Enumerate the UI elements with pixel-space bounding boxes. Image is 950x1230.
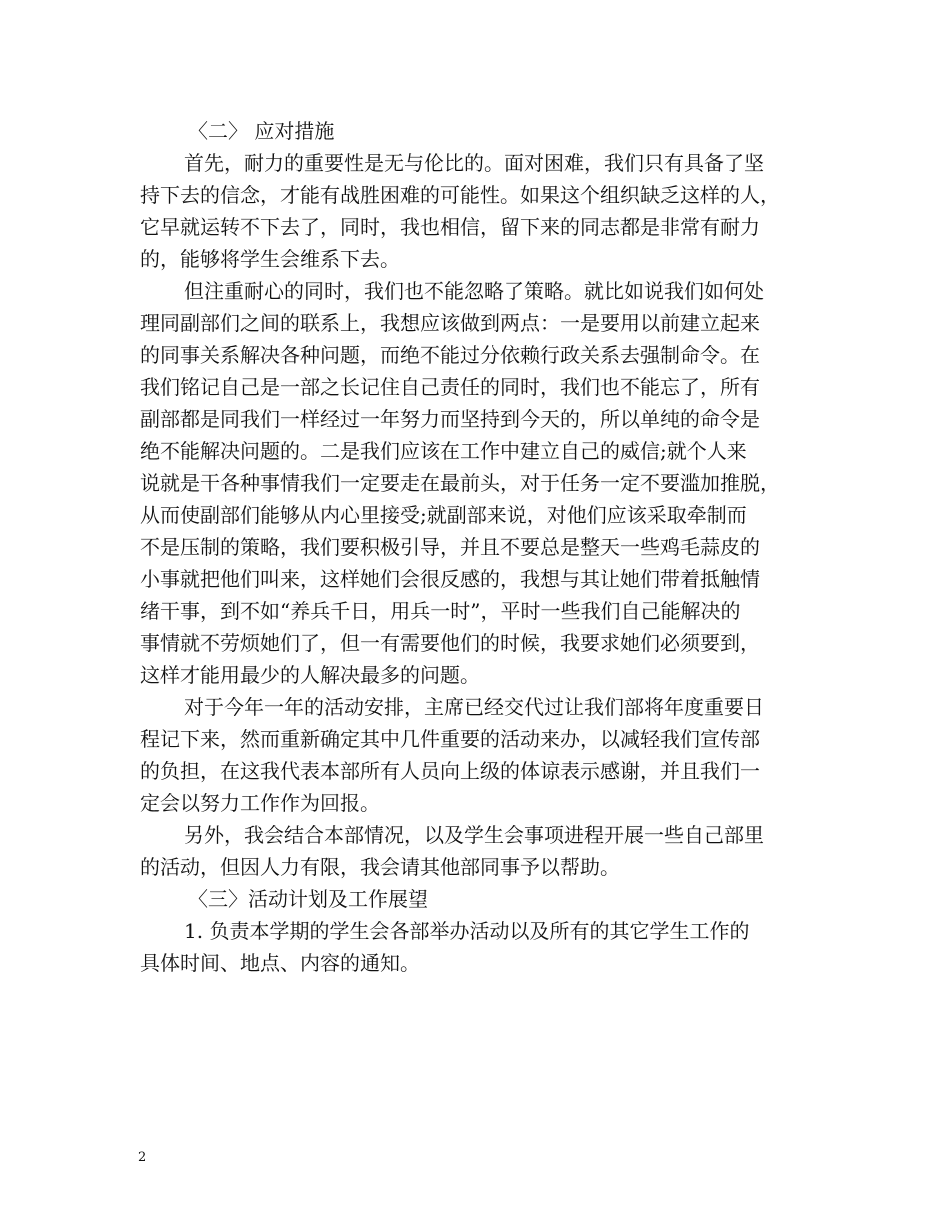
text-line: 这样才能用最少的人解决最多的问题。 [140, 663, 480, 687]
text-line: 的活动，但因人力有限，我会请其他部同事予以帮助。 [140, 855, 620, 879]
text-line: 另外，我会结合本部情况，以及学生会事项进程开展一些自己部里 [184, 823, 764, 847]
list-item: 1. 负责本学期的学生会各部举办活动以及所有的其它学生工作的 [184, 919, 750, 943]
text-line: 绪干事，到不如“养兵千日，用兵一时”，平时一些我们自己能解决的 [140, 599, 741, 623]
text-line: 事情就不劳烦她们了，但一有需要他们的时候，我要求她们必须要到， [140, 631, 760, 655]
text-line: 但注重耐心的同时，我们也不能忽略了策略。就比如说我们如何处 [184, 279, 764, 303]
text-line: 理同副部们之间的联系上，我想应该做到两点：一是要用以前建立起来 [140, 311, 760, 335]
text-line: 的同事关系解决各种问题，而绝不能过分依赖行政关系去强制命令。在 [140, 343, 760, 367]
document-body [140, 115, 818, 979]
section-heading-3: 〈三〉活动计划及工作展望 [188, 887, 428, 911]
text-line: 持下去的信念，才能有战胜困难的可能性。如果这个组织缺乏这样的人， [140, 183, 780, 207]
text-line: 对于今年一年的活动安排，主席已经交代过让我们部将年度重要日 [184, 695, 764, 719]
text-line: 的负担，在这我代表本部所有人员向上级的体谅表示感谢，并且我们一 [140, 759, 760, 783]
text-line: 它早就运转不下去了，同时，我也相信，留下来的同志都是非常有耐力 [140, 215, 760, 239]
text-line: 定会以努力工作作为回报。 [140, 791, 380, 815]
text-line: 首先，耐力的重要性是无与伦比的。面对困难，我们只有具备了坚 [184, 151, 764, 175]
text-line: 绝不能解决问题的。二是我们应该在工作中建立自己的威信;就个人来 [140, 439, 747, 463]
text-line: 说就是干各种事情我们一定要走在最前头，对于任务一定不要滥加推脱， [140, 471, 780, 495]
text-line: 的，能够将学生会维系下去。 [140, 247, 400, 271]
page-number: 2 [138, 1150, 147, 1165]
text-line: 副部都是同我们一样经过一年努力而坚持到今天的，所以单纯的命令是 [140, 407, 760, 431]
text-line: 小事就把他们叫来，这样她们会很反感的，我想与其让她们带着抵触情 [140, 567, 760, 591]
section-heading-2: 〈二〉 应对措施 [188, 119, 335, 143]
text-line: 从而使副部们能够从内心里接受;就副部来说，对他们应该采取牵制而 [140, 503, 747, 527]
text-line: 程记下来，然而重新确定其中几件重要的活动来办，以减轻我们宣传部 [140, 727, 760, 751]
text-line: 我们铭记自己是一部之长记住自己责任的同时，我们也不能忘了，所有 [140, 375, 760, 399]
text-line: 具体时间、地点、内容的通知。 [140, 951, 420, 975]
text-line: 不是压制的策略，我们要积极引导，并且不要总是整天一些鸡毛蒜皮的 [140, 535, 760, 559]
